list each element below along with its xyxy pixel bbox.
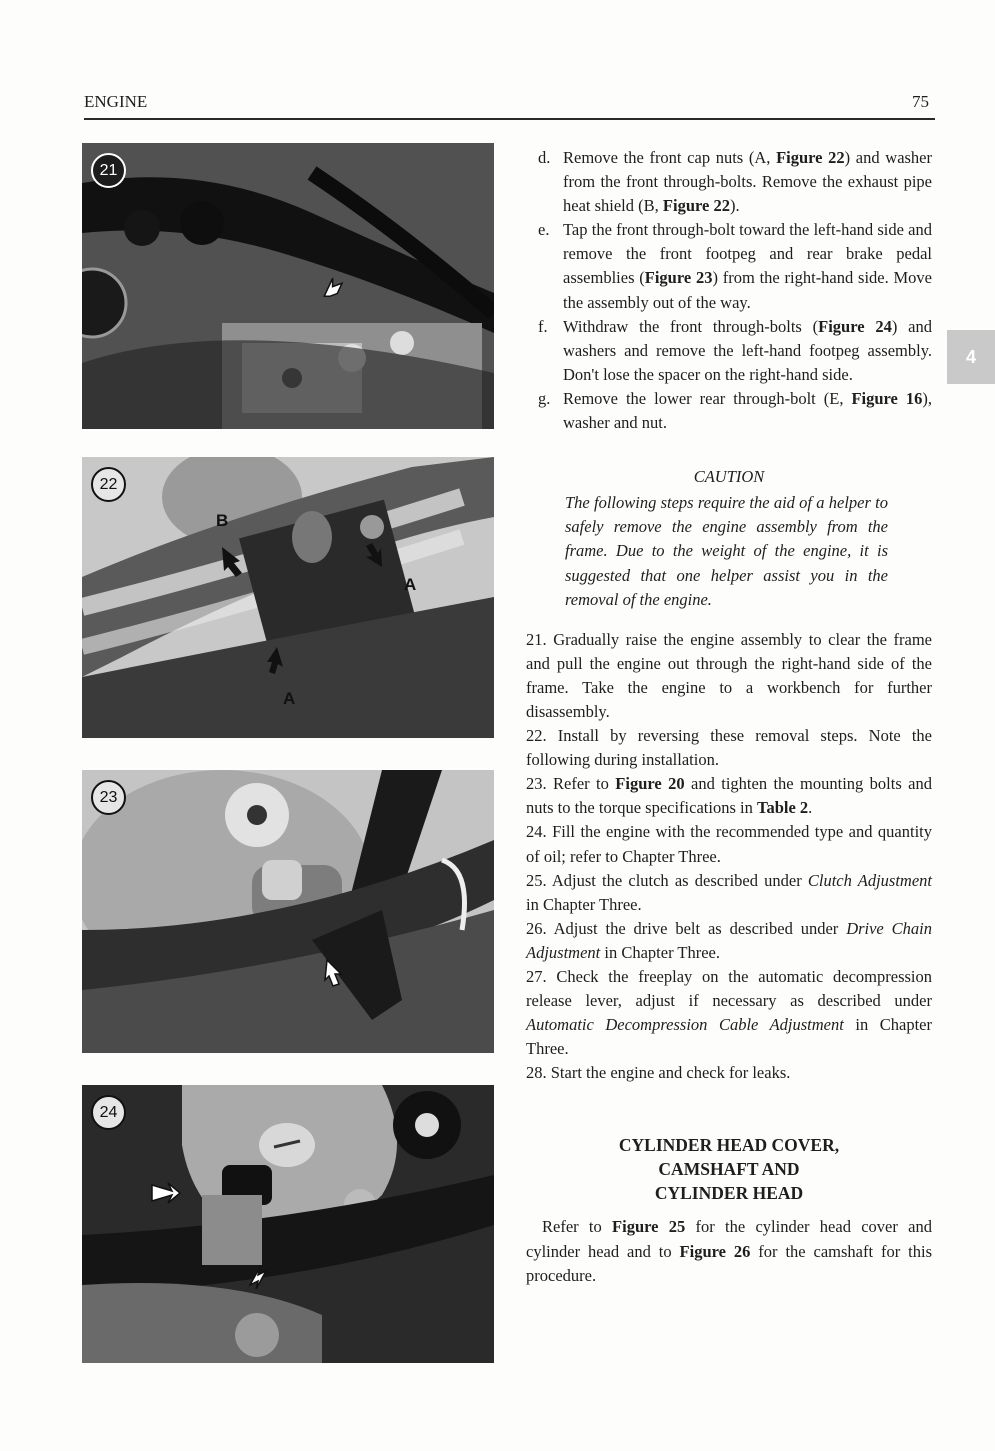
- step-21: 21. Gradually raise the engine assembly to clear the frame and pull the engine out through the right-hand side of the frame. Take the engine to a workbench for further disassembly.: [526, 629, 932, 721]
- step-24: 24. Fill the engine with the recommended type and quantity of oil; refer to Chapter Three.: [526, 822, 932, 866]
- section-heading-line-1: CYLINDER HEAD COVER,: [618, 1135, 840, 1156]
- figure-24-image: [82, 1085, 494, 1363]
- step-g: g. Remove the lower rear through-bolt (E, Figure 16), washer and nut.: [538, 388, 932, 433]
- step-f-letter: f.: [538, 316, 548, 336]
- section-heading-line-2: CAMSHAFT AND: [658, 1159, 800, 1180]
- step-25: 25. Adjust the clutch as described under Clutch Adjustment in Chapter Three.: [526, 870, 932, 914]
- step-e: e. Tap the front through-bolt toward the left-hand side and remove the front footpeg and rear brake pedal assemblies (Figure 23) from the right-hand side. Move the assembly out of the way.: [538, 220, 933, 312]
- step-e-letter: e.: [538, 220, 550, 240]
- section-heading: [526, 1133, 932, 1205]
- caution-text: The following steps require the aid of a helper to safely remove the engine assembly from the frame. Due to the weight of the engine, it is suggested that one helper assist you in the removal of the engine.: [565, 493, 888, 609]
- figure-21-image: [82, 143, 494, 429]
- step-27: 27. Check the freeplay on the automatic decompression release lever, adjust if necessary as described under Automatic Decompression Cable Adjustment in Chapter Three.: [526, 967, 932, 1059]
- chapter-thumb-tab: 4: [947, 330, 995, 384]
- figure-22-label-a-lower: A: [283, 689, 296, 708]
- figure-22-photo: [82, 457, 494, 738]
- step-22: 22. Install by reversing these removal steps. Note the following during installation.: [526, 726, 932, 770]
- figure-21-number-badge: 21: [91, 153, 126, 188]
- step-d: d. Remove the front cap nuts (A, Figure 22) and washer from the front through-bolts. Remove the exhaust pipe heat shield (B, Figure 22).: [538, 148, 933, 216]
- caution-title: CAUTION: [693, 467, 765, 487]
- step-d-letter: d.: [538, 148, 551, 167]
- header-rule: [84, 118, 935, 120]
- figure-23-number-badge: 23: [91, 780, 126, 815]
- section-intro: Refer to Figure 25 for the cylinder head cover and cylinder head and to Figure 26 for the camshaft for this procedure.: [526, 1217, 932, 1285]
- text-column: [526, 146, 932, 1288]
- step-f: f. Withdraw the front through-bolts (Figure 24) and washers and remove the left-hand footpeg assembly. Don't lose the spacer on the right-hand side.: [538, 316, 932, 384]
- figure-22-label-b: B: [216, 511, 229, 530]
- figure-24-number-badge: 24: [91, 1095, 126, 1130]
- step-23: 23. Refer to Figure 20 and tighten the mounting bolts and nuts to the torque specifications in Table 2.: [526, 774, 932, 818]
- section-heading-line-3: CYLINDER HEAD: [654, 1183, 804, 1204]
- page-number: 75: [912, 92, 929, 111]
- step-26: 26. Adjust the drive belt as described under Drive Chain Adjustment in Chapter Three.: [526, 918, 932, 962]
- figure-22-number-badge: 22: [91, 467, 126, 502]
- figure-22-label-a-upper: A: [404, 575, 417, 594]
- running-header-section: ENGINE: [84, 92, 148, 111]
- figure-24-photo: [82, 1085, 494, 1363]
- step-28: 28. Start the engine and check for leaks.: [526, 1063, 791, 1083]
- figure-21-photo: [82, 143, 494, 429]
- step-g-letter: g.: [538, 388, 551, 408]
- figure-23-photo: [82, 770, 494, 1053]
- figure-23-image: [82, 770, 494, 1053]
